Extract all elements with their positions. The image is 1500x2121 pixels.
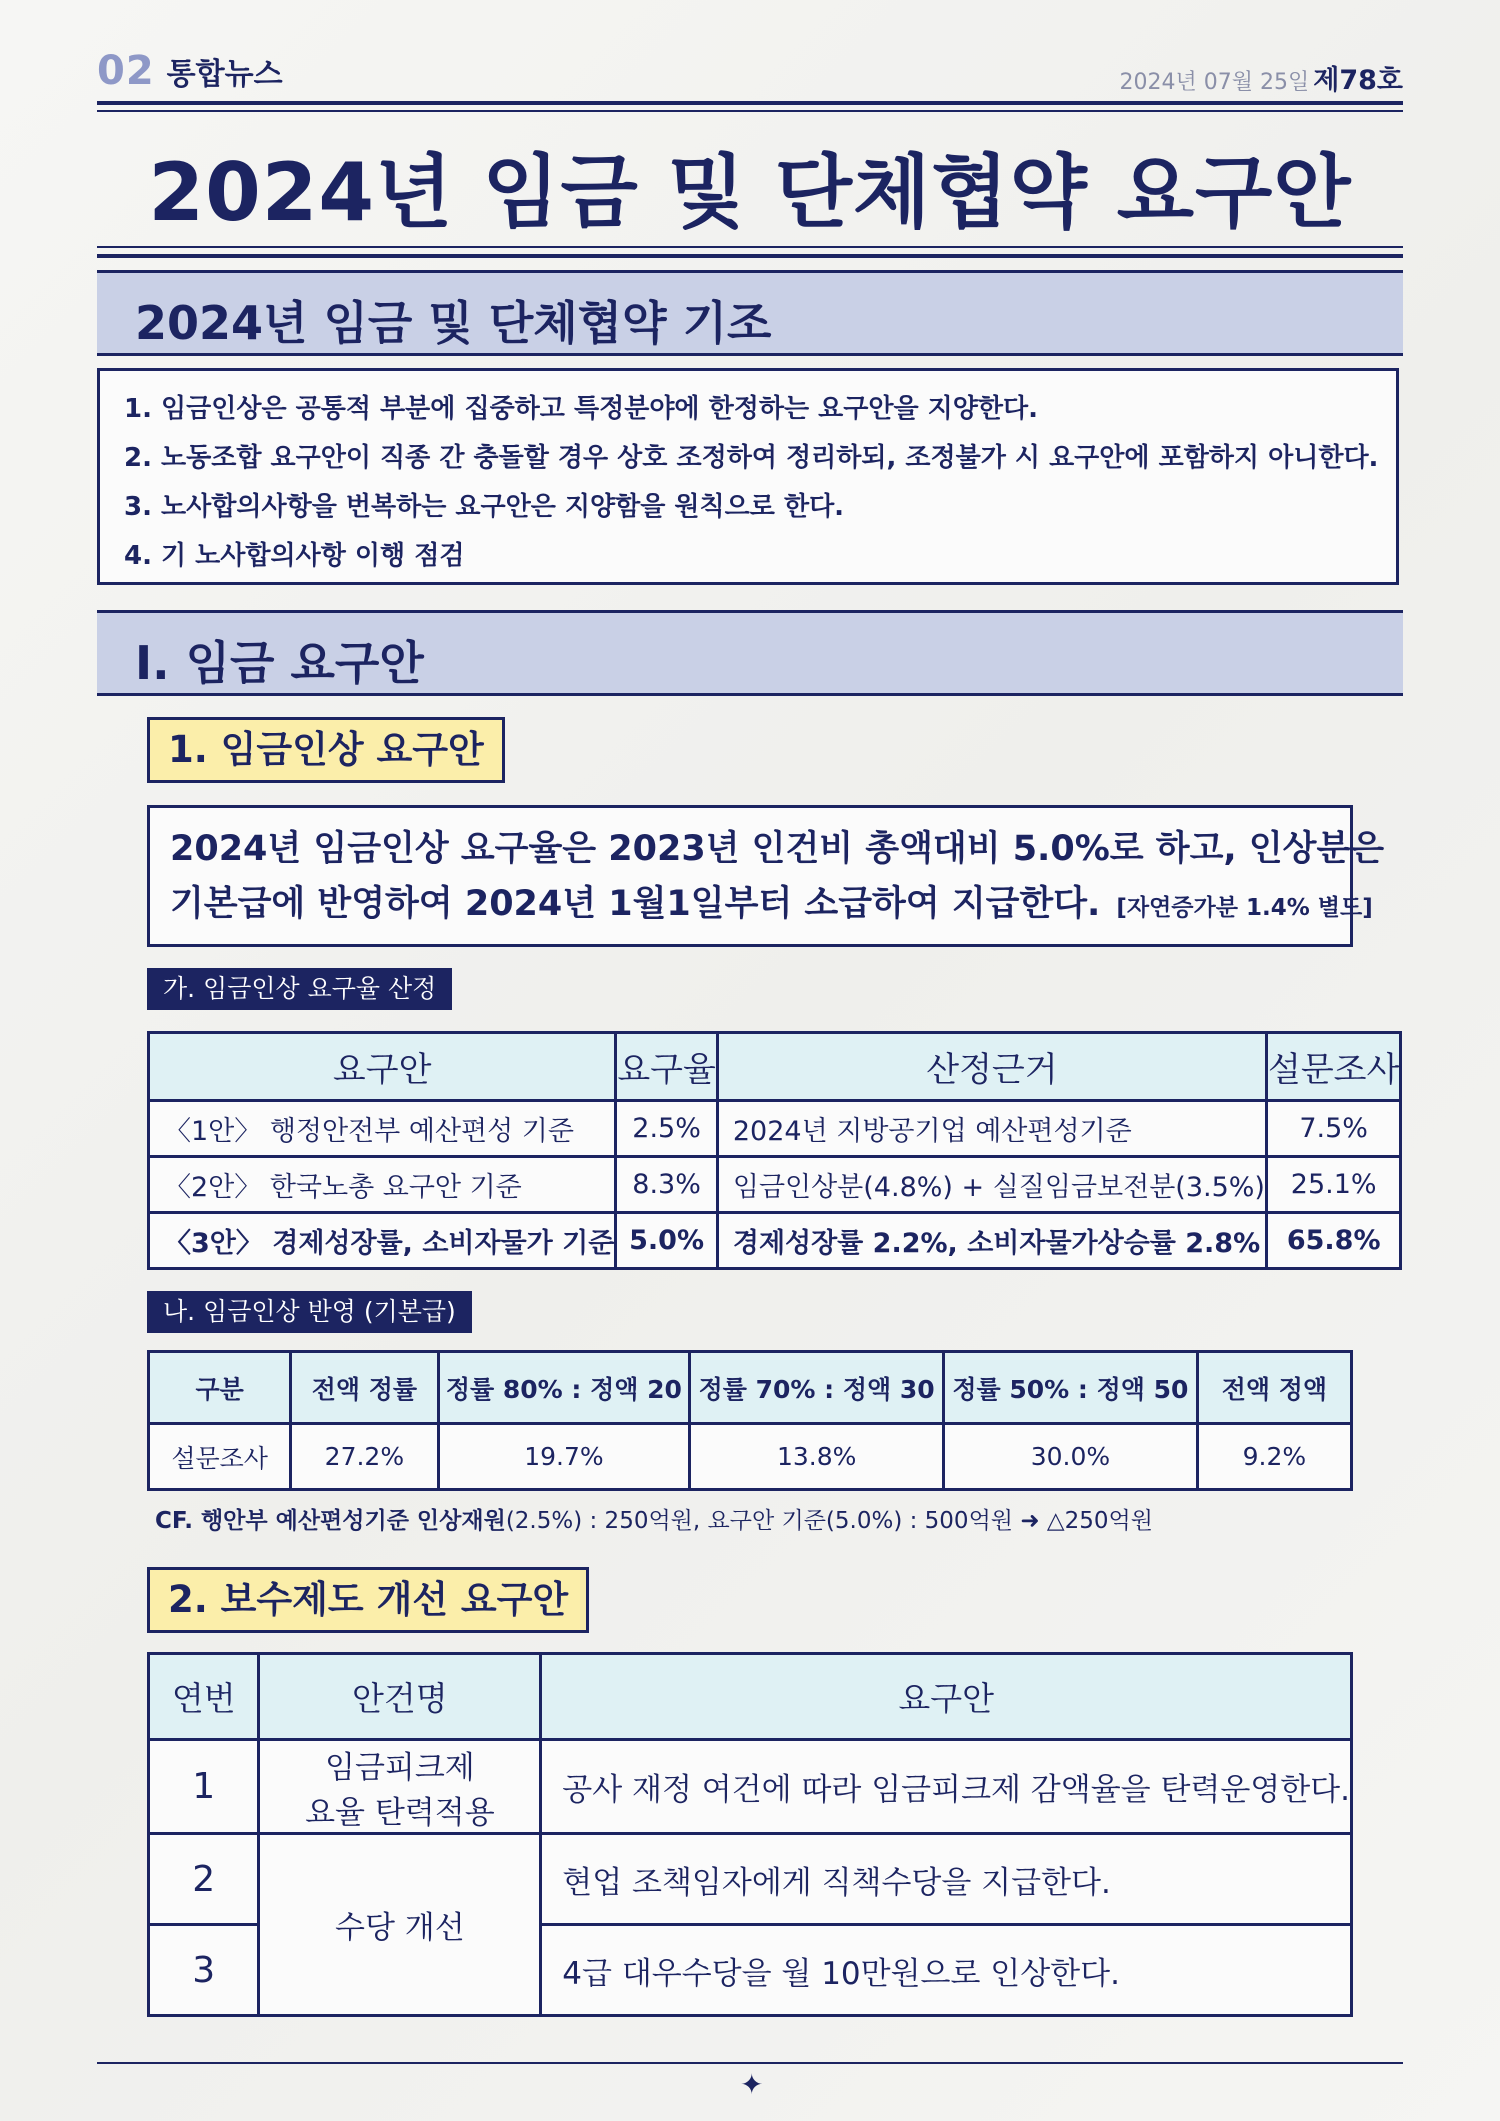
- principle-item: 3. 노사합의사항을 번복하는 요구안은 지양함을 원칙으로 한다.: [124, 492, 845, 522]
- value-cell: 19.7%: [438, 1424, 690, 1490]
- demand-cell: 현업 조책임자에게 직책수당을 지급한다.: [541, 1834, 1352, 1925]
- principles-box: [97, 368, 1399, 585]
- pay-system-label: 2. 보수제도 개선 요구안: [147, 1567, 589, 1633]
- number-cell: 2: [149, 1834, 259, 1925]
- value-cell: 13.8%: [690, 1424, 944, 1490]
- header-divider: [97, 101, 1403, 105]
- plan-cell: 〈1안〉 행정안전부 예산편성 기준: [149, 1101, 616, 1157]
- basis-cell: 임금인상분(4.8%) + 실질임금보전분(3.5%): [717, 1157, 1266, 1213]
- cf-note-diff: △250억원: [1046, 1508, 1153, 1534]
- column-header: 요구안: [149, 1033, 616, 1101]
- column-header: 정률 70% : 정액 30: [690, 1352, 944, 1424]
- reflect-table-label: 나. 임금인상 반영 (기본급): [147, 1291, 472, 1333]
- section-name: 통합뉴스: [166, 57, 283, 92]
- table-row: [149, 1834, 1352, 1925]
- demand-cell: 4급 대우수당을 월 10만원으로 인상한다.: [541, 1925, 1352, 2016]
- page-title: 2024년 임금 및 단체협약 요구안: [148, 146, 1352, 239]
- statement-note: [자연증가분 1.4% 별도]: [1116, 895, 1373, 921]
- table-header-row: [149, 1654, 1352, 1740]
- star-icon: ✦: [740, 2068, 764, 2101]
- principle-item: 1. 임금인상은 공통적 부분에 집중하고 특정분야에 한정하는 요구안을 지양한다.: [124, 394, 1038, 424]
- rate-table-label: 가. 임금인상 요구율 산정: [147, 968, 452, 1010]
- value-cell: 30.0%: [944, 1424, 1198, 1490]
- survey-cell: 65.8%: [1266, 1213, 1400, 1269]
- table-row: [149, 1740, 1352, 1834]
- number-cell: 3: [149, 1925, 259, 2016]
- table-row: [149, 1101, 1401, 1157]
- cf-note-text: (2.5%) : 250억원, 요구안 기준(5.0%) : 500억원: [505, 1508, 1014, 1534]
- column-header: 안건명: [259, 1654, 541, 1740]
- page-header: [97, 48, 1403, 98]
- plan-cell: 〈3안〉 경제성장률, 소비자물가 기준: [149, 1213, 616, 1269]
- principles-title: 2024년 임금 및 단체협약 기조: [135, 296, 772, 350]
- rate-table: [147, 1031, 1402, 1270]
- basis-cell: 2024년 지방공기업 예산편성기준: [717, 1101, 1266, 1157]
- title-divider: [97, 254, 1403, 258]
- reflect-table: [147, 1350, 1353, 1491]
- agenda-cell: 임금피크제 요율 탄력적용: [259, 1740, 541, 1834]
- title-divider-top: [97, 246, 1403, 248]
- rate-cell: 2.5%: [616, 1101, 718, 1157]
- column-header: 정률 50% : 정액 50: [944, 1352, 1198, 1424]
- issue-info: [1120, 58, 1403, 97]
- column-header: 요구율: [616, 1033, 718, 1101]
- row-label-cell: 설문조사: [149, 1424, 291, 1490]
- plan-cell: 〈2안〉 한국노총 요구안 기준: [149, 1157, 616, 1213]
- column-header: 산정근거: [717, 1033, 1266, 1101]
- cf-note-prefix: CF. 행안부 예산편성기준 인상재원: [155, 1508, 506, 1534]
- footer-divider: [97, 2062, 1403, 2064]
- issue-number: 제78호: [1313, 65, 1403, 96]
- section-label: [97, 48, 283, 94]
- column-header: 전액 정액: [1197, 1352, 1351, 1424]
- column-header: 요구안: [541, 1654, 1352, 1740]
- statement-line: 기본급에 반영하여 2024년 1월1일부터 소급하여 지급한다. [자연증가분 1.4% 별도]: [170, 884, 1373, 924]
- wage-increase-label: 1. 임금인상 요구안: [147, 717, 505, 783]
- rate-cell: 8.3%: [616, 1157, 718, 1213]
- principle-item: 2. 노동조합 요구안이 직종 간 충돌할 경우 상호 조정하여 정리하되, 조정불가 시 요구안에 포함하지 아니한다.: [124, 443, 1379, 473]
- value-cell: 27.2%: [291, 1424, 438, 1490]
- survey-cell: 7.5%: [1266, 1101, 1400, 1157]
- basis-cell: 경제성장률 2.2%, 소비자물가상승률 2.8%: [717, 1213, 1266, 1269]
- column-header: 전액 정률: [291, 1352, 438, 1424]
- principle-item: 4. 기 노사합의사항 이행 점검: [124, 541, 465, 571]
- table-row: [149, 1157, 1401, 1213]
- survey-cell: 25.1%: [1266, 1157, 1400, 1213]
- table-row: [149, 1213, 1401, 1269]
- wage-increase-statement: [147, 805, 1385, 947]
- wage-section-title: Ⅰ. 임금 요구안: [135, 636, 424, 690]
- table-header-row: [149, 1033, 1401, 1101]
- number-cell: 1: [149, 1740, 259, 1834]
- statement-line: 2024년 임금인상 요구율은 2023년 인건비 총액대비 5.0%로 하고, 인상분은: [170, 829, 1385, 869]
- rate-cell: 5.0%: [616, 1213, 718, 1269]
- table-header-row: [149, 1352, 1352, 1424]
- demand-cell: 공사 재정 여건에 따라 임금피크제 감액율을 탄력운영한다.: [541, 1740, 1352, 1834]
- table-row: [149, 1424, 1352, 1490]
- issue-date: 2024년 07월 25일: [1119, 70, 1310, 95]
- cf-note: [155, 1502, 1153, 1535]
- wage-section-bar: [97, 610, 1403, 696]
- pay-system-table: [147, 1652, 1353, 2017]
- column-header: 연번: [149, 1654, 259, 1740]
- column-header: 정률 80% : 정액 20: [438, 1352, 690, 1424]
- column-header: 구분: [149, 1352, 291, 1424]
- header-divider-thin: [97, 110, 1403, 112]
- agenda-cell: 수당 개선: [259, 1834, 541, 2016]
- column-header: 설문조사: [1266, 1033, 1400, 1101]
- page-number: 02: [97, 48, 155, 94]
- arrow-icon: ➜: [1020, 1508, 1040, 1534]
- value-cell: 9.2%: [1197, 1424, 1351, 1490]
- principles-section-bar: [97, 270, 1403, 356]
